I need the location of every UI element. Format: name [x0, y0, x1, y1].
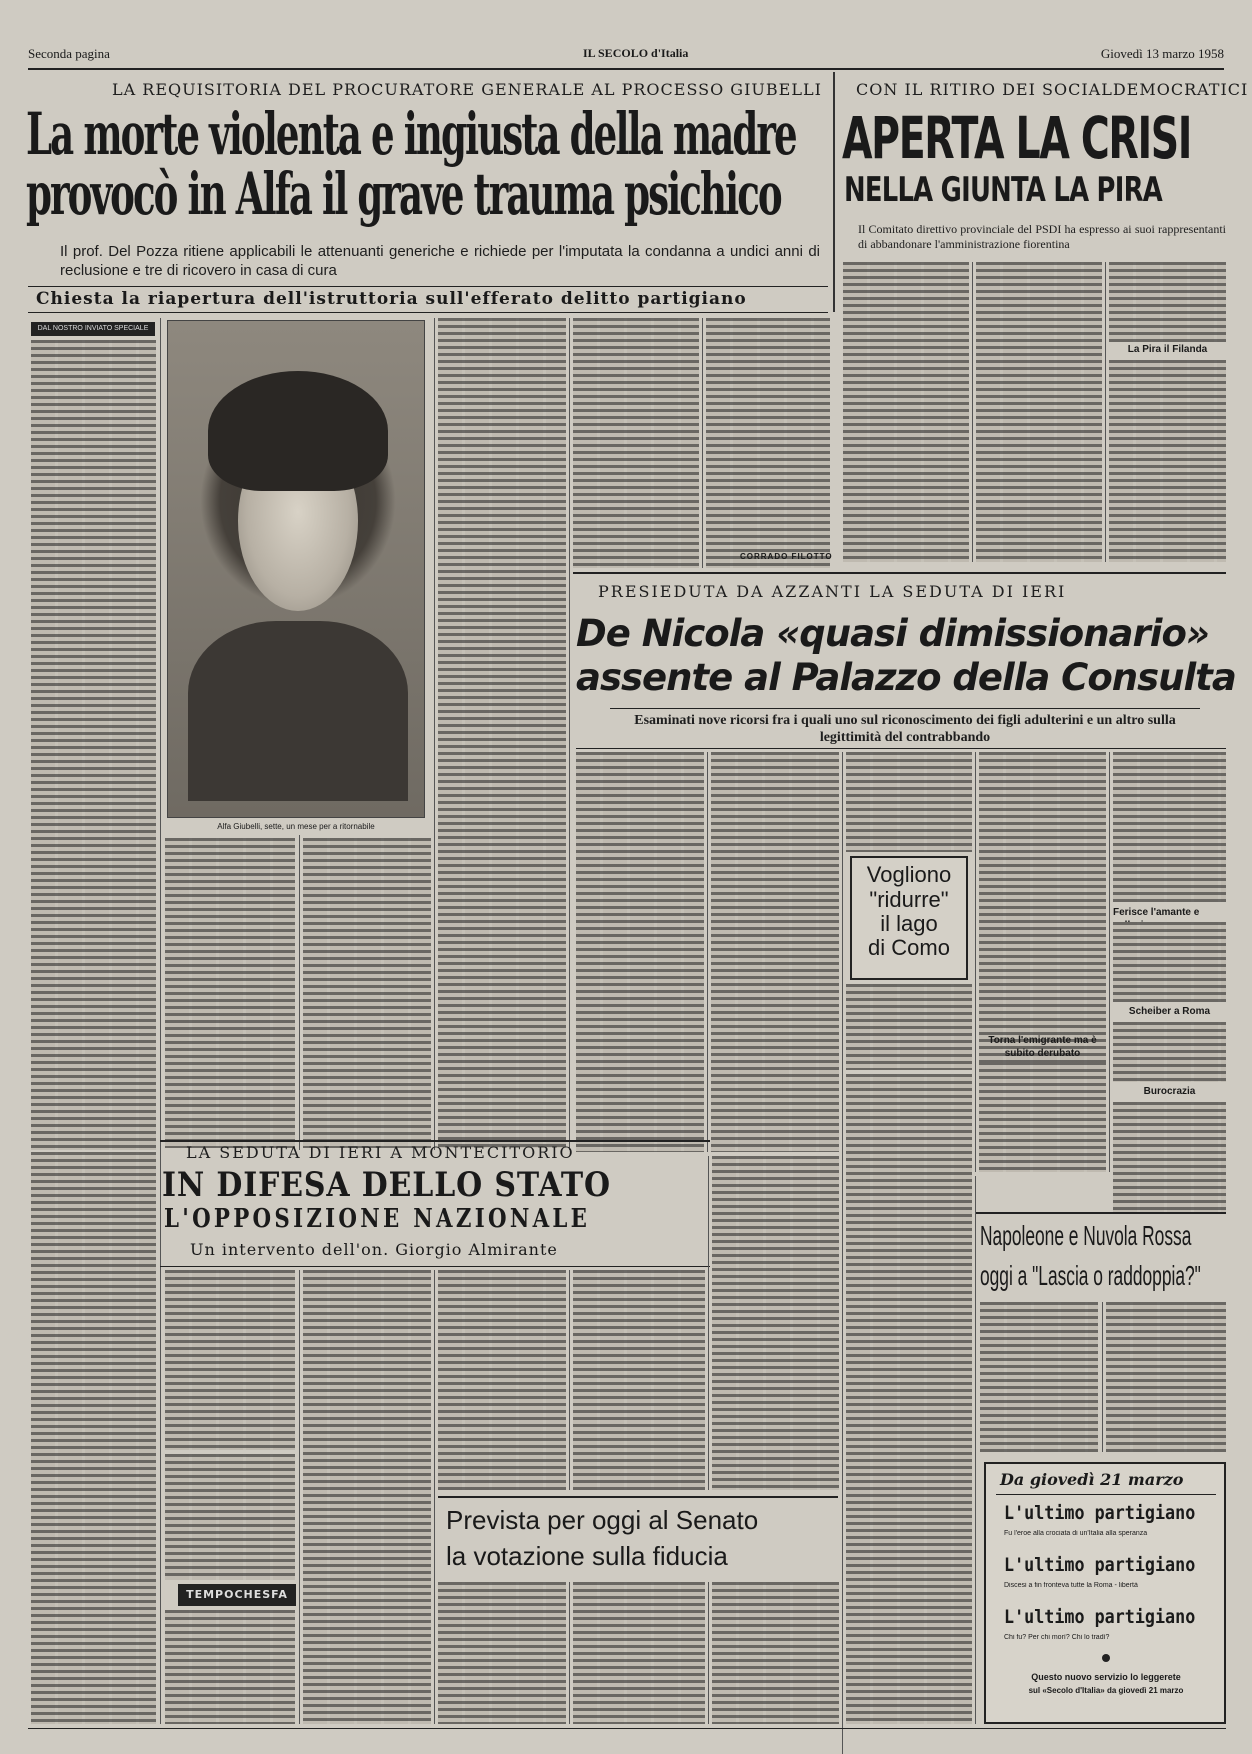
col-divider — [1105, 262, 1106, 562]
como-headline-3: il lago — [880, 911, 938, 936]
senato-rule — [438, 1496, 838, 1498]
consulta-top-rule — [573, 572, 1226, 574]
col-divider — [569, 1270, 570, 1490]
napoleone-headline-2: oggi a "Lascia o raddoppia?" — [980, 1260, 1201, 1291]
consulta-deck-rule-2 — [576, 748, 1226, 749]
masthead — [28, 42, 1224, 66]
ad-box — [984, 1462, 1226, 1724]
lead-subhead-rule — [28, 286, 828, 287]
lead-text-col-3 — [303, 838, 431, 1148]
lead-text-col-1 — [31, 340, 156, 1150]
col-divider — [160, 318, 161, 1318]
consulta-deck: Esaminati nove ricorsi fra i quali uno sul riconoscimento dei figli adulterini e un altro sulla legittimità del contrabbando — [634, 713, 1176, 745]
montecitorio-text-col-1b — [165, 1454, 295, 1580]
page-label: Seconda pagina — [28, 46, 110, 61]
senato-text-col-3 — [712, 1582, 839, 1724]
lead-subhead-rule-2 — [28, 312, 828, 313]
lead-text-col-6 — [706, 318, 830, 568]
col-divider — [708, 1156, 709, 1490]
senato-text-col-2 — [573, 1582, 705, 1724]
montecitorio-text-col-4 — [573, 1270, 705, 1490]
montecitorio-top-rule — [160, 1140, 710, 1142]
como-subhead-text — [979, 1062, 1106, 1172]
napoleone-text-col-1 — [980, 1302, 1098, 1452]
montecitorio-text-col-2 — [303, 1270, 431, 1724]
ad-footer-1: Questo nuovo servizio lo leggerete — [1031, 1672, 1181, 1682]
masthead-rule — [28, 68, 1224, 70]
consulta-deck-rule — [610, 708, 1200, 709]
como-text-col-bottom — [846, 1074, 972, 1724]
crisis-signature: CORRADO FILOTTO — [740, 552, 833, 561]
lead-headline-1: La morte violenta e ingiusta della madre — [26, 100, 796, 168]
left-text-col-bottom — [31, 1152, 156, 1724]
lead-text-col-5 — [573, 318, 699, 568]
masthead-date: Giovedì 13 marzo 1958 — [1100, 46, 1224, 61]
brief-text-3 — [1113, 1102, 1226, 1212]
montecitorio-deck: Un intervento dell'on. Giorgio Almirante — [190, 1240, 558, 1259]
consulta-text-col-5 — [979, 752, 1106, 1032]
senato-text-col-1 — [438, 1582, 566, 1724]
ad-title-2: L'ultimo partigiano — [1004, 1554, 1196, 1576]
montecitorio-headline-1: IN DIFESA DELLO STATO — [162, 1165, 611, 1205]
crisis-headline-2: NELLA GIUNTA LA PIRA — [844, 170, 1162, 210]
ad-top: Da giovedì 21 marzo — [1000, 1470, 1184, 1489]
col-divider — [975, 752, 976, 1172]
como-headline-4: di Como — [868, 935, 950, 960]
consulta-headline-2: assente al Palazzo della Consulta — [576, 656, 1236, 699]
col-divider — [434, 1270, 435, 1724]
lead-deck: Il prof. Del Pozza ritiene applicabili le attenuanti generiche e richiede per l'imputata la condanna a undici anni di reclusione e tre di ricovero in casa di cura — [60, 243, 820, 279]
col-divider — [1102, 1302, 1103, 1452]
col-divider — [299, 835, 300, 1150]
crisis-sidebar-head: La Pira il Filanda — [1127, 344, 1208, 355]
brief-head-1: Ferisce l'amante e — [1113, 907, 1200, 918]
consulta-text-col-3 — [846, 752, 972, 852]
col-divider — [160, 1270, 161, 1724]
lead-text-col-2 — [165, 838, 295, 1148]
consulta-kicker: PRESIEDUTA DA AZZANTI LA SEDUTA DI IERI — [598, 582, 1067, 601]
consulta-text-col-1 — [576, 752, 704, 1152]
senato-headline-1: Prevista per oggi al Senato — [446, 1505, 759, 1535]
col-divider — [702, 318, 703, 568]
crisis-text-col-1 — [843, 262, 969, 562]
col-divider — [299, 1270, 300, 1724]
ad-title-3: L'ultimo partigiano — [1004, 1606, 1196, 1628]
col-divider — [842, 752, 843, 1754]
portrait-photo — [167, 320, 425, 818]
column-rule — [833, 72, 835, 312]
brief-text-2 — [1113, 1022, 1226, 1082]
photo-caption: Alfa Giubelli, sette, un mese per a ritornabile — [217, 822, 375, 831]
como-subhead: Torna l'emigrante ma è subito derubato — [988, 1035, 1097, 1059]
masthead-title: IL SECOLO d'Italia — [583, 46, 689, 60]
ad-top-rule — [996, 1494, 1216, 1495]
brief-text-1 — [1113, 922, 1226, 1002]
crisis-kicker: CON IL RITIRO DEI SOCIALDEMOCRATICI — [856, 80, 1249, 99]
ad-title-1: L'ultimo partigiano — [1004, 1502, 1196, 1524]
montecitorio-text-col-3 — [438, 1270, 566, 1490]
como-text — [846, 984, 972, 1070]
ad-bullet-icon — [1102, 1654, 1110, 1662]
tempochesfa-box: TEMPOCHESFA — [178, 1584, 296, 1606]
crisis-text-col-4 — [1109, 360, 1226, 562]
brief-head-3: Burocrazia — [1143, 1086, 1196, 1097]
napoleone-headline-1: Napoleone e Nuvola Rossa — [980, 1220, 1192, 1251]
senato-headline-2: la votazione sulla fiducia — [446, 1541, 728, 1571]
como-box — [850, 856, 968, 980]
como-headline-1: Vogliono — [866, 862, 952, 887]
como-headline-2: "ridurre" — [869, 887, 949, 912]
crisis-deck: Il Comitato direttivo provinciale del PSDI ha espresso ai suoi rappresentanti di abbandonare l'amministrazione fiorentina — [858, 222, 1226, 251]
ad-line-1: Fu l'eroe alla crociata di un'Italia alla speranza — [1004, 1530, 1148, 1537]
brief-text-col — [1113, 752, 1226, 902]
lead-headline-2: provocò in Alfa il grave trauma psichico — [26, 160, 781, 228]
montecitorio-kicker: LA SEDUTA DI IERI A MONTECITORIO — [186, 1143, 575, 1162]
ad-line-2: Discesi a fin fronteva tutte la Roma - libertà — [1004, 1582, 1138, 1589]
consulta-text-col-2 — [711, 752, 839, 1152]
napoleone-rule — [976, 1212, 1226, 1214]
montecitorio-deck-rule — [160, 1266, 710, 1267]
bottom-rule — [28, 1728, 1226, 1729]
photo-body — [188, 621, 408, 801]
crisis-text-col-2 — [976, 262, 1102, 562]
montecitorio-headline-2: L'OPPOSIZIONE NAZIONALE — [164, 1204, 591, 1234]
col-divider — [434, 318, 435, 1150]
lead-text-col-4 — [438, 318, 566, 1148]
montecitorio-text-col-1 — [165, 1270, 295, 1450]
photo-hair — [208, 371, 388, 491]
ad-footer-2: sul «Secolo d'Italia» da giovedì 21 marzo — [1028, 1686, 1184, 1695]
col-divider — [975, 1176, 976, 1724]
ad-line-3: Chi fu? Per chi morì? Chi lo tradì? — [1004, 1634, 1110, 1641]
col-divider — [708, 1582, 709, 1724]
col-divider — [1109, 752, 1110, 1172]
col-divider — [569, 1582, 570, 1724]
col-divider — [569, 318, 570, 1150]
col-divider — [707, 752, 708, 1152]
lead-kicker: LA REQUISITORIA DEL PROCURATORE GENERALE AL PROCESSO GIUBELLI — [112, 80, 822, 99]
crisis-text-col-3 — [1109, 262, 1226, 342]
col-divider — [972, 262, 973, 562]
crisis-headline-1: APERTA LA CRISI — [842, 104, 1192, 172]
napoleone-text-col-2 — [1106, 1302, 1226, 1452]
lead-byline: DAL NOSTRO INVIATO SPECIALE — [31, 322, 155, 336]
brief-head-2: Scheiber a Roma — [1128, 1006, 1211, 1017]
montecitorio-text-col-1c — [165, 1610, 295, 1724]
lead-subhead: Chiesta la riapertura dell'istruttoria sull'efferato delitto partigiano — [36, 289, 747, 309]
consulta-text-col-6 — [712, 1156, 839, 1490]
consulta-headline-1: De Nicola «quasi dimissionario» — [576, 612, 1209, 655]
